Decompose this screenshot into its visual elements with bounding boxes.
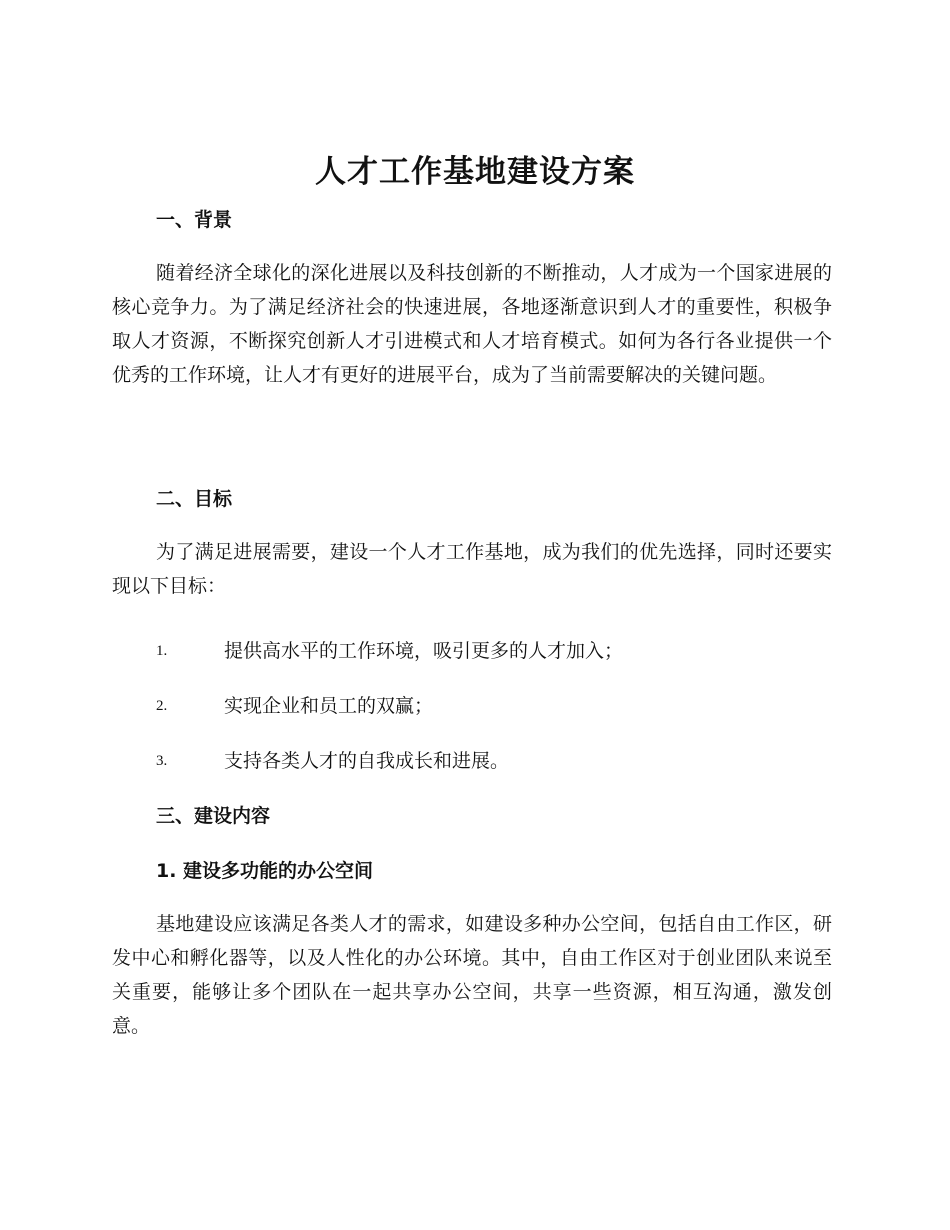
goal-list-item: [156, 746, 836, 776]
list-text: 实现企业和员工的双赢；: [224, 695, 434, 717]
background-paragraph: 随着经济全球化的深化进展以及科技创新的不断推动，人才成为一个国家进展的核心竞争力。为了满足经济社会的快速进展，各地逐渐意识到人才的重要性，积极争取人才资源，不断探究创新人才引进模式和人才培育模式。如何为各行各业提供一个优秀的工作环境，让人才有更好的进展平台，成为了当前需要解决的关键问题。: [112, 262, 832, 386]
list-number: 3.: [156, 753, 168, 769]
list-number: 1.: [156, 643, 168, 659]
section-heading-content: 三、建设内容: [156, 805, 271, 827]
section-heading-background: 一、背景: [156, 209, 233, 231]
list-text: 支持各类人才的自我成长和进展。: [224, 750, 510, 772]
section-heading-goals: 二、目标: [156, 488, 233, 510]
list-number: 2.: [156, 698, 168, 714]
goal-list-item: [156, 636, 836, 666]
goal-list-item: [156, 691, 836, 721]
document-title: 人才工作基地建设方案: [315, 154, 635, 190]
goals-paragraph: 为了满足进展需要，建设一个人才工作基地，成为我们的优先选择，同时还要实现以下目标：: [112, 541, 832, 597]
subsection-heading: 1. 建设多功能的办公空间: [156, 860, 374, 882]
content-paragraph: 基地建设应该满足各类人才的需求，如建设多种办公空间，包括自由工作区，研发中心和孵化器等，以及人性化的办公环境。其中，自由工作区对于创业团队来说至关重要，能够让多个团队在一起共享办公空间，共享一些资源，相互沟通，激发创意。: [112, 913, 832, 1037]
list-text: 提供高水平的工作环境，吸引更多的人才加入；: [224, 640, 624, 662]
